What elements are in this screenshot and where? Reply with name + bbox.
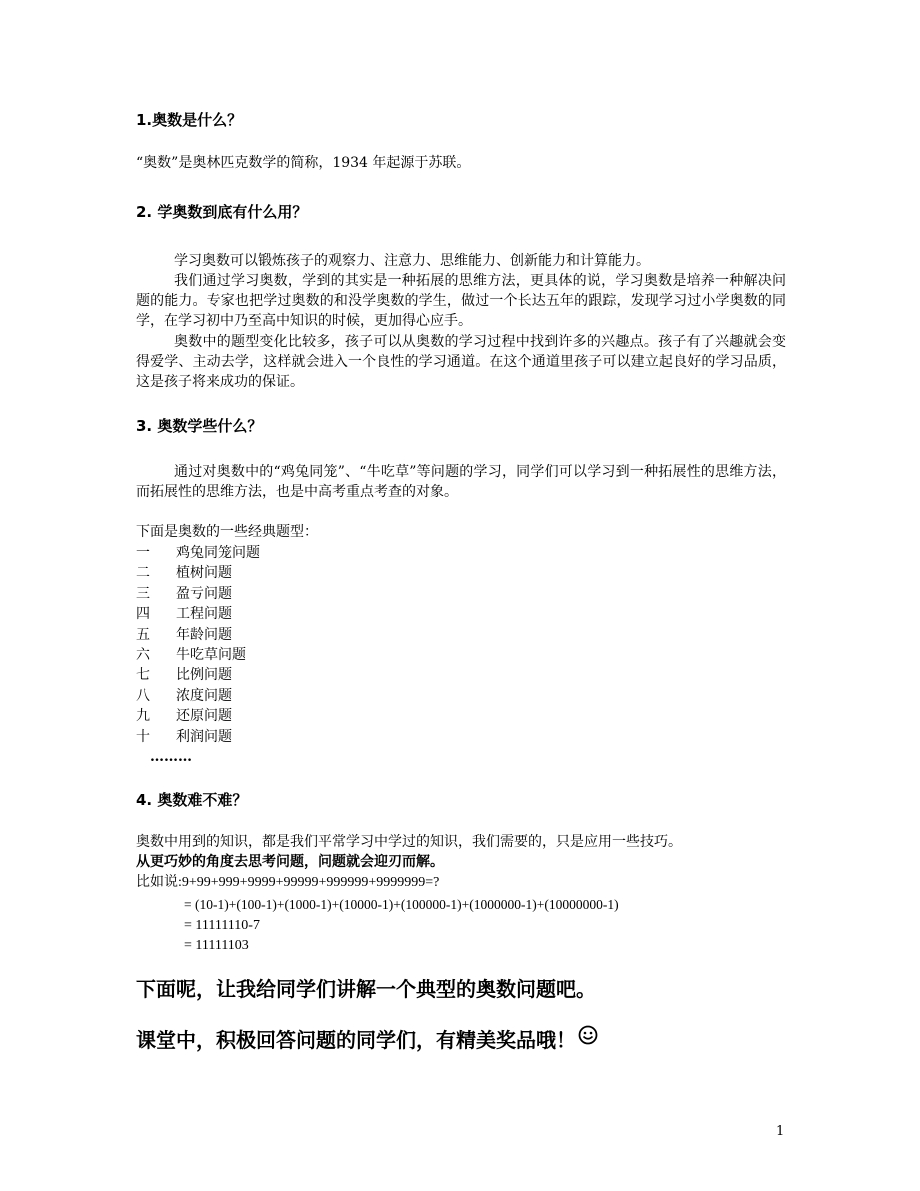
smiley-face-icon <box>578 1024 598 1052</box>
section4-text-1: 奥数中用到的知识，都是我们平常学习中学过的知识，我们需要的，只是应用一些技巧。 <box>136 834 682 850</box>
section2-paragraph-2: 我们通过学习奥数，学到的其实是一种拓展的思维方法，更具体的说，学习奥数是培养一种解决问题的能力。专家也把学过奥数的和没学奥数的学生，做过一个长达五年的跟踪，发现学习过小学奥数的同学，在学习初中乃至高中知识的时候，更加得心应手。 <box>136 273 786 329</box>
page-number: 1 <box>776 1124 785 1139</box>
list-item: 一 鸡兔同笼问题 <box>136 545 260 561</box>
section4-text-2: 从更巧妙的角度去思考问题，问题就会迎刃而解。 <box>136 854 444 870</box>
list-item: 七 比例问题 <box>136 667 232 684</box>
list-item: 十 利润问题 <box>136 728 232 745</box>
list-ellipsis: ……… <box>150 749 192 765</box>
section2-heading: 2. 学奥数到底有什么用？ <box>136 203 308 221</box>
list-item: 二 植树问题 <box>136 565 232 582</box>
list-intro: 下面是奥数的一些经典题型： <box>136 524 318 540</box>
math-step-1: = (10-1)+(100-1)+(1000-1)+(10000-1)+(100000-1)+(1000000-1)+(10000000-1) <box>184 897 619 912</box>
list-item: 四 工程问题 <box>136 606 232 623</box>
closing-line-1: 下面呢，让我给同学们讲解一个典型的奥数问题吧。 <box>136 977 596 1001</box>
math-step-2: = 11111110-7 <box>184 918 260 933</box>
problem-type-list <box>136 543 260 747</box>
list-item: 八 浓度问题 <box>136 687 232 704</box>
section4-heading: 4. 奥数难不难？ <box>136 791 248 809</box>
list-item: 九 还原问题 <box>136 708 232 725</box>
math-step-3: = 11111103 <box>184 938 249 953</box>
section1-text: “奥数”是奥林匹克数学的简称，1934 年起源于苏联。 <box>136 155 471 171</box>
closing-line-2: 课堂中，积极回答问题的同学们，有精美奖品哦！ <box>136 1028 576 1052</box>
list-item: 三 盈亏问题 <box>136 585 232 602</box>
section1-heading: 1.奥数是什么？ <box>136 111 243 129</box>
section2-paragraph-1: 学习奥数可以锻炼孩子的观察力、注意力、思维能力、创新能力和计算能力。 <box>174 253 650 269</box>
list-item: 六 牛吃草问题 <box>136 647 246 664</box>
closing-line-2-wrap <box>136 1024 598 1054</box>
math-example: 比如说:9+99+999+9999+99999+999999+9999999=? <box>136 875 440 890</box>
section3-paragraph: 通过对奥数中的“鸡兔同笼”、“牛吃草”等问题的学习，同学们可以学习到一种拓展性的思维方法，而拓展性的思维方法，也是中高考重点考查的对象。 <box>136 464 786 500</box>
section3-heading: 3. 奥数学些什么？ <box>136 417 263 435</box>
list-item: 五 年龄问题 <box>136 626 232 643</box>
section2-paragraph-3: 奥数中的题型变化比较多，孩子可以从奥数的学习过程中找到许多的兴趣点。孩子有了兴趣就会变得爱学、主动去学，这样就会进入一个良性的学习通道。在这个通道里孩子可以建立起良好的学习品质，这是孩子将来成功的保证。 <box>136 334 786 390</box>
